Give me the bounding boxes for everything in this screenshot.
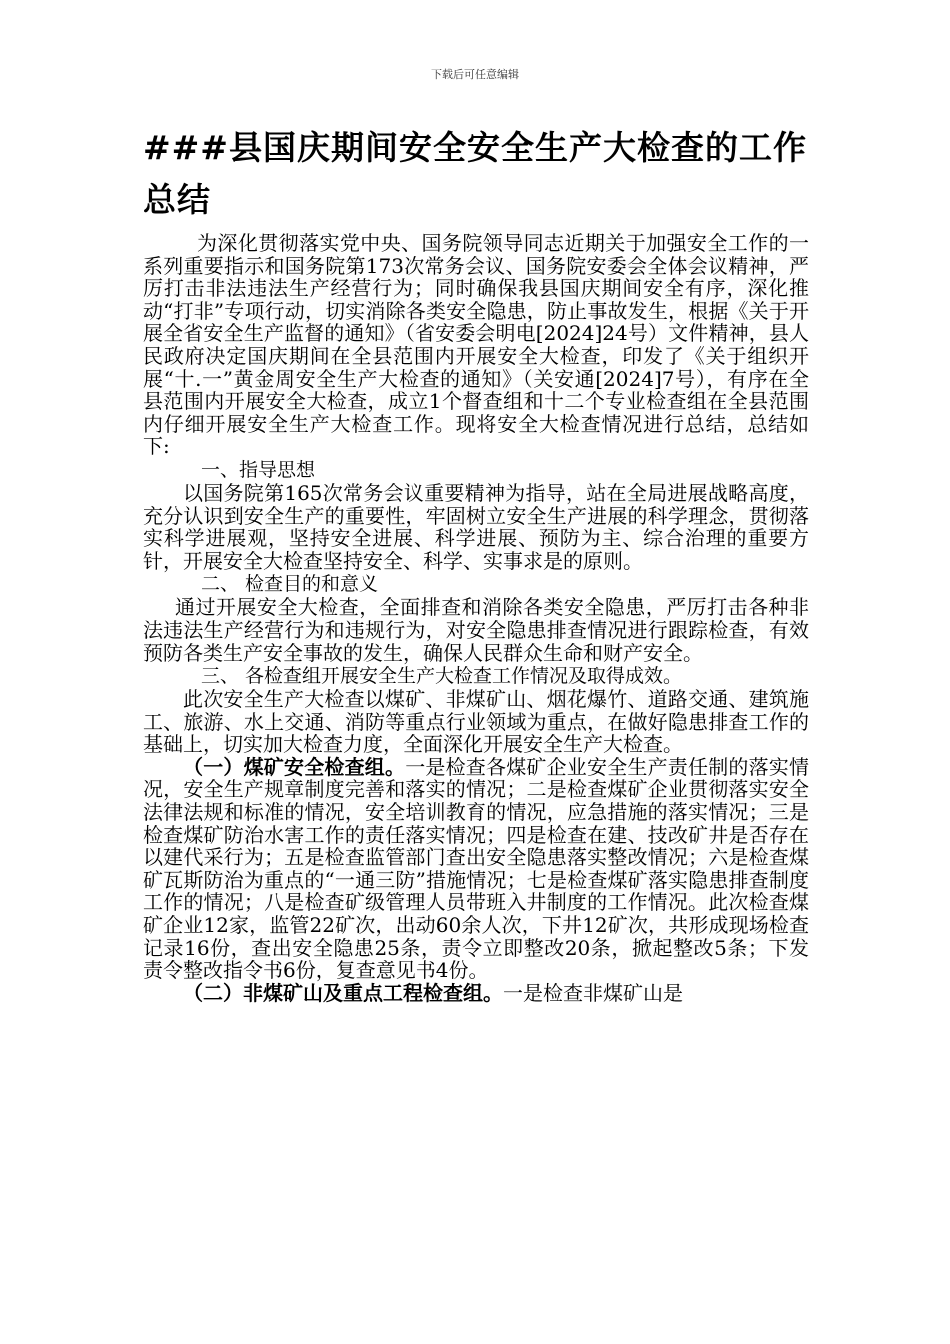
document-title: ###县国庆期间安全安全生产大检查的工作总结 bbox=[143, 128, 807, 219]
subsection-1 bbox=[143, 756, 809, 982]
subsection-label-1: （一）煤矿安全检查组。 bbox=[183, 754, 406, 779]
subsection-2 bbox=[143, 982, 809, 1005]
document-page bbox=[143, 122, 809, 1004]
subsection-body-1: 一是检查各煤矿企业安全生产责任制的落实情况，安全生产规章制度完善和落实的情况；二是检查煤矿企业贯彻落实安全法律法规和标准的情况，安全培训教育的情况，应急措施的落实情况；三是检查煤矿防治水害工作的责任落实情况；四是检查在建、技改矿井是否存在以建代采行为；五是检查监管部门查出安全隐患落实整改情况；六是检查煤矿瓦斯防治为重点的“一通三防”措施情况；七是检查煤矿落实隐患排查制度工作的情况；八是检查矿级管理人员带班入井制度的工作情况。此次检查煤矿企业12家，监管22矿次，出动60余人次，下井12矿次，共形成现场检查记录16份，查出安全隐患25条，责令立即整改20条，掀起整改5条；下发责令整改指令书6份，复查意见书4份。 bbox=[143, 754, 810, 983]
section-heading-1: 一、指导思想 bbox=[201, 458, 316, 481]
section-heading-2: 二、 检查目的和意义 bbox=[201, 573, 379, 596]
section-body-3: 此次安全生产大检查以煤矿、非煤矿山、烟花爆竹、道路交通、建筑施工、旅游、水上交通、消防等重点行业领域为重点，在做好隐患排查工作的基础上，切实加大检查力度，全面深化开展安全生产大检查。 bbox=[143, 687, 809, 757]
section-body-1: 以国务院第165次常务会议重要精神为指导，站在全局进展战略高度，充分认识到安全生产的重要性，牢固树立安全生产进展的科学理念，贯彻落实科学进展观，坚持安全进展、科学进展、预防为主、综合治理的重要方针，开展安全大检查坚持安全、科学、实事求是的原则。 bbox=[143, 480, 809, 573]
header-note: 下载后可任意编辑 bbox=[431, 68, 519, 81]
subsection-label-2: （二）非煤矿山及重点工程检查组。 bbox=[183, 980, 503, 1005]
subsection-body-2: 一是检查非煤矿山是 bbox=[503, 980, 683, 1005]
intro-paragraph: 为深化贯彻落实党中央、国务院领导同志近期关于加强安全工作的一系列重要指示和国务院第173次常务会议、国务院安委会全体会议精神，严厉打击非法违法生产经营行为；同时确保我县国庆期间安全有序，深化推动“打非”专项行动，切实消除各类安全隐患，防止事故发生，根据《关于开展全省安全生产监督的通知》（省安委会明电[2024]24号）文件精神，县人民政府决定国庆期间在全县范围内开展安全大检查，印发了《关于组织开展“十.一”黄金周安全生产大检查的通知》（关安通[2024]7号），有序在全县范围内开展安全大检查，成立1个督查组和十二个专业检查组在全县范围内仔细开展安全生产大检查工作。现将安全大检查情况进行总结，总结如下: bbox=[143, 231, 809, 459]
section-body-2: 通过开展安全大检查，全面排查和消除各类安全隐患，严厉打击各种非法违法生产经营行为和违规行为，对安全隐患排查情况进行跟踪检查，有效预防各类生产安全事故的发生，确保人民群众生命和财产安全。 bbox=[143, 595, 809, 665]
section-heading-3: 三、 各检查组开展安全生产大检查工作情况及取得成效。 bbox=[201, 665, 683, 688]
